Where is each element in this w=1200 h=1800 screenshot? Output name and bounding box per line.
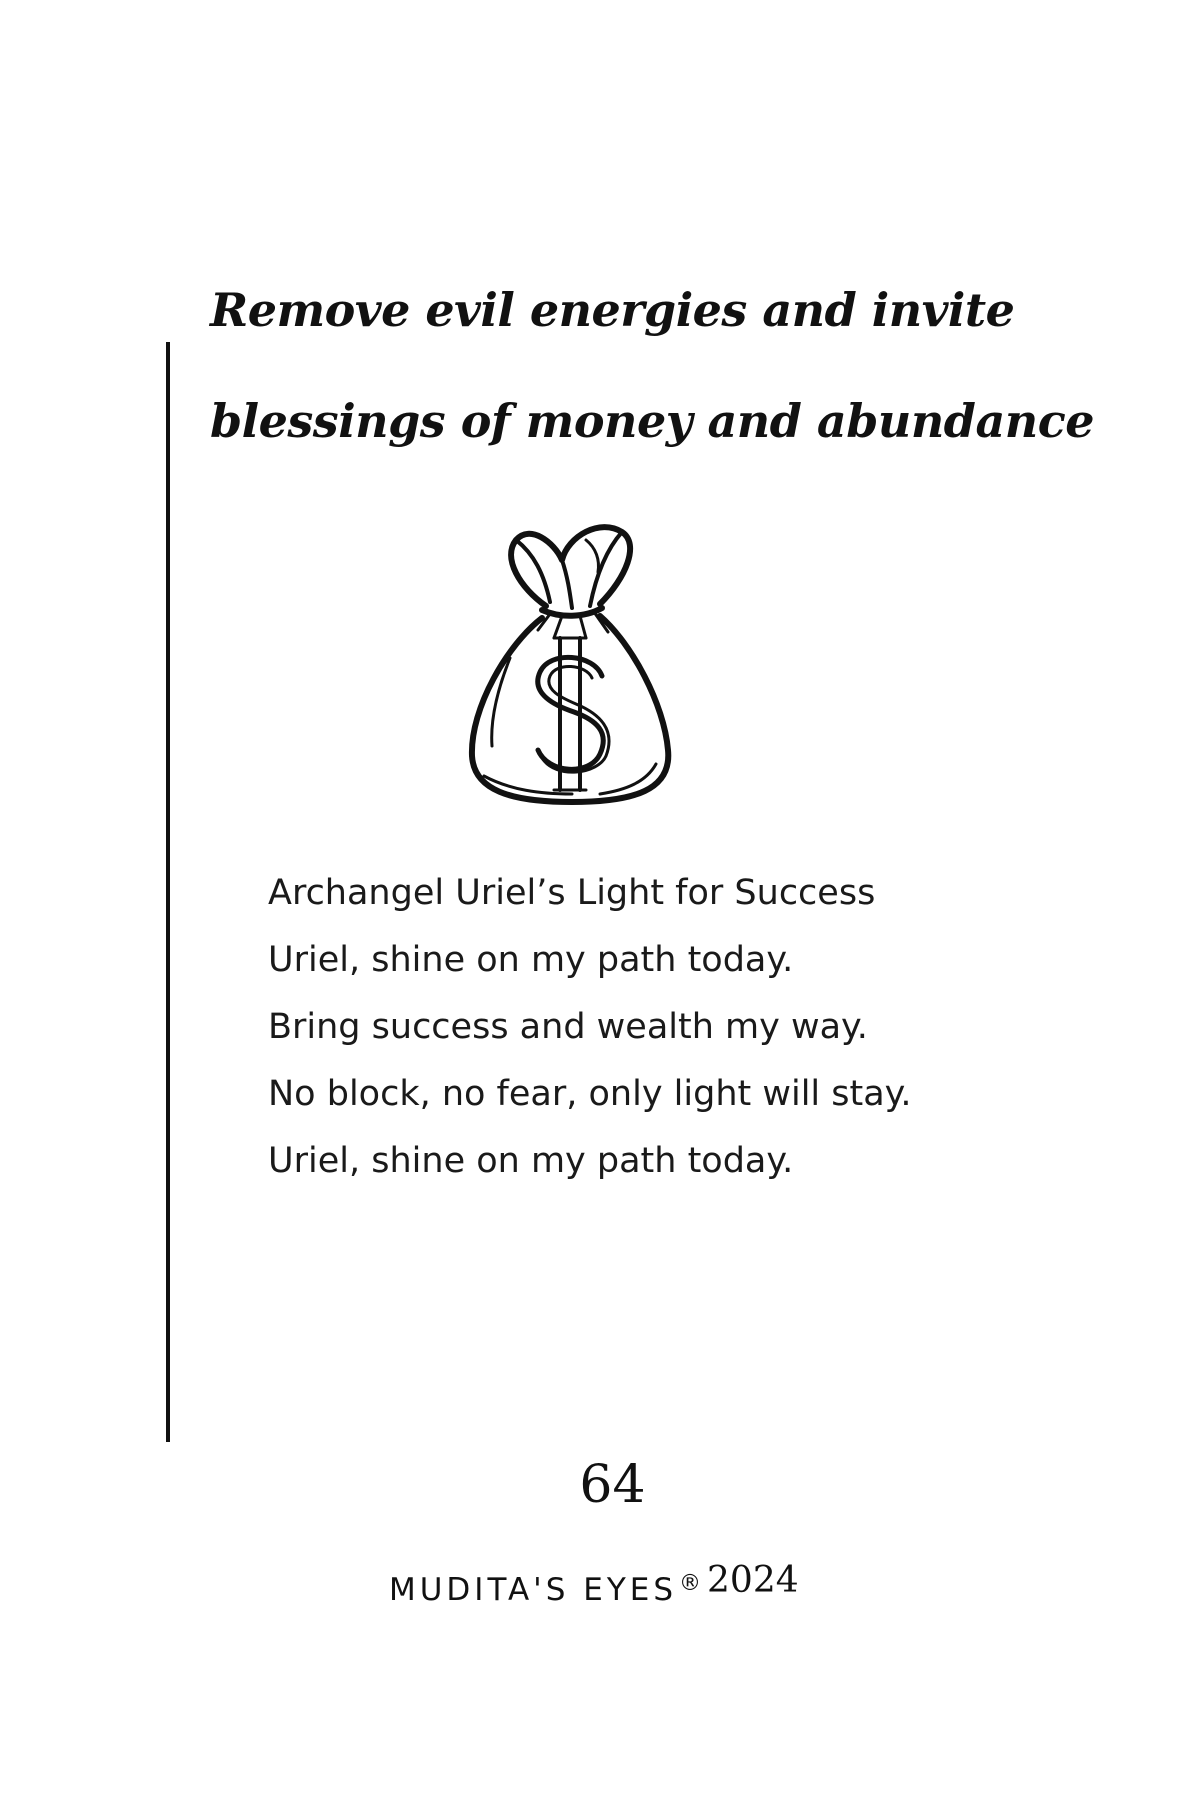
registered-mark-icon: ®: [679, 1571, 702, 1596]
verse-title: Archangel Uriel’s Light for Success: [268, 873, 876, 913]
vertical-divider: [166, 342, 170, 1442]
money-bag-icon: [450, 518, 690, 818]
heading-line-2: blessings of money and abundance: [210, 394, 1094, 448]
prayer-verse: [268, 872, 1068, 1207]
verse-line: Bring success and wealth my way.: [268, 1007, 868, 1047]
verse-line: Uriel, shine on my path today.: [268, 940, 794, 980]
page-number: 64: [579, 1455, 646, 1515]
footer-copyright: [389, 1560, 799, 1609]
footer-year: 2024: [707, 1560, 799, 1601]
footer-brand: MUDITA'S EYES: [389, 1572, 678, 1608]
heading-line-1: Remove evil energies and invite: [210, 283, 1015, 337]
verse-line: Uriel, shine on my path today.: [268, 1141, 794, 1181]
verse-line: No block, no fear, only light will stay.: [268, 1074, 912, 1114]
